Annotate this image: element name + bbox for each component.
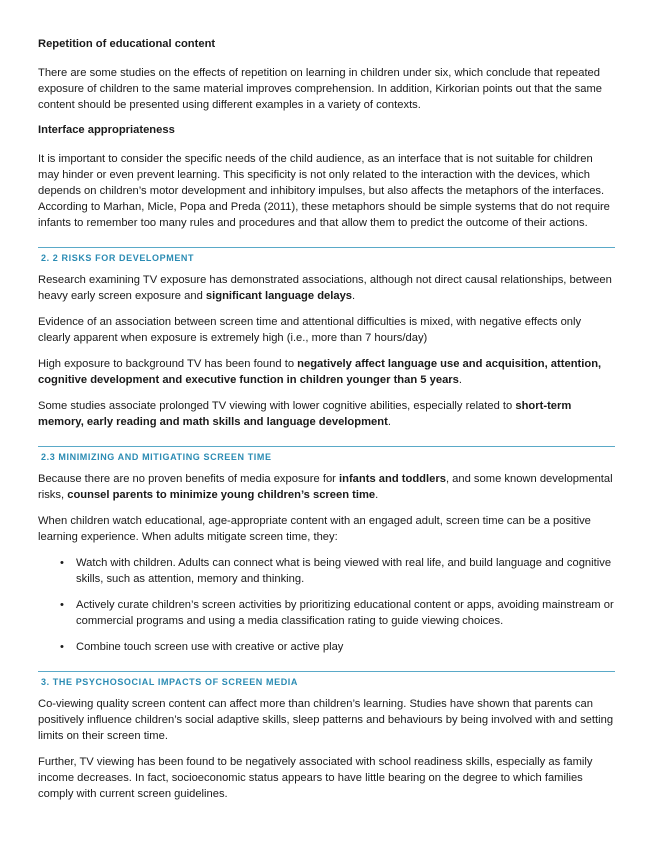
bullet-icon: • [60,641,64,653]
paragraph-risks-4: Some studies associate prolonged TV viewing with lower cognitive abilities, especially related to short-term memory, early reading and math skills and language development. [38,400,572,428]
section-title-psychosocial: 3. THE PSYCHOSOCIAL IMPACTS OF SCREEN MEDIA [38,671,615,688]
paragraph-risks-1: Research examining TV exposure has demonstrated associations, although not direct causal relationships, between heavy early screen exposure and significant language delays. [38,274,612,302]
heading-interface: Interface appropriateness [38,124,175,136]
bullet-icon: • [60,557,64,569]
list-item: • Actively curate children’s screen activities by prioritizing educational content or apps, avoiding mainstream or commercial programs and using a media classification rating to guide viewing choices. [60,599,614,627]
section-title-risks: 2. 2 RISKS FOR DEVELOPMENT [38,247,615,264]
paragraph-minimizing-1: Because there are no proven benefits of media exposure for infants and toddlers, and some known developmental risks, counsel parents to minimize young children’s screen time. [38,473,613,501]
heading-repetition: Repetition of educational content [38,38,216,50]
paragraph-interface: It is important to consider the specific needs of the child audience, as an interface that is not suitable for children may hinder or even prevent learning. This specificity is not only related to the interaction with the devices, which depends on children’s motor development and inhibitory impulses, but also affects the metaphors of the interfaces. According to Marhan, Micle, Popa and Preda (2011), these metaphors should be simple systems that do not require infants to remember too many rules and procedures and that allow them to predict the outcome of their actions. [38,153,610,229]
paragraph-risks-2: Evidence of an association between screen time and attentional difficulties is mixed, with negative effects only clearly apparent when exposure is extremely high (i.e., more than 7 hours/day) [38,316,582,344]
section-title-minimizing: 2.3 MINIMIZING AND MITIGATING SCREEN TIME [38,446,615,463]
bullet-icon: • [60,599,64,611]
paragraph-risks-3: High exposure to background TV has been found to negatively affect language use and acquisition, attention, cognitive development and executive function in children younger than 5 years. [38,358,602,386]
list-item: • Combine touch screen use with creative or active play [60,641,344,653]
paragraph-repetition: There are some studies on the effects of repetition on learning in children under six, which conclude that repeated exposure of children to the same material improves comprehension. In addition, Kirkorian points out that the same content should be presented using different examples in a variety of contexts. [38,67,603,111]
mitigation-list [38,555,615,655]
paragraph-minimizing-2: When children watch educational, age-appropriate content with an engaged adult, screen time can be a positive learning experience. When adults mitigate screen time, they: [38,515,591,543]
paragraph-psychosocial-2: Further, TV viewing has been found to be negatively associated with school readiness skills, especially as family income decreases. In fact, socioeconomic status appears to have little bearing on the degree to which families comply with current screen guidelines. [38,756,593,800]
paragraph-psychosocial-1: Co-viewing quality screen content can affect more than children’s learning. Studies have shown that parents can positively influence children’s social adaptive skills, sleep patterns and behaviours by being involved with and setting limits on their screen time. [38,698,614,742]
list-item: • Watch with children. Adults can connect what is being viewed with real life, and build language and cognitive skills, such as attention, memory and thinking. [60,557,612,585]
